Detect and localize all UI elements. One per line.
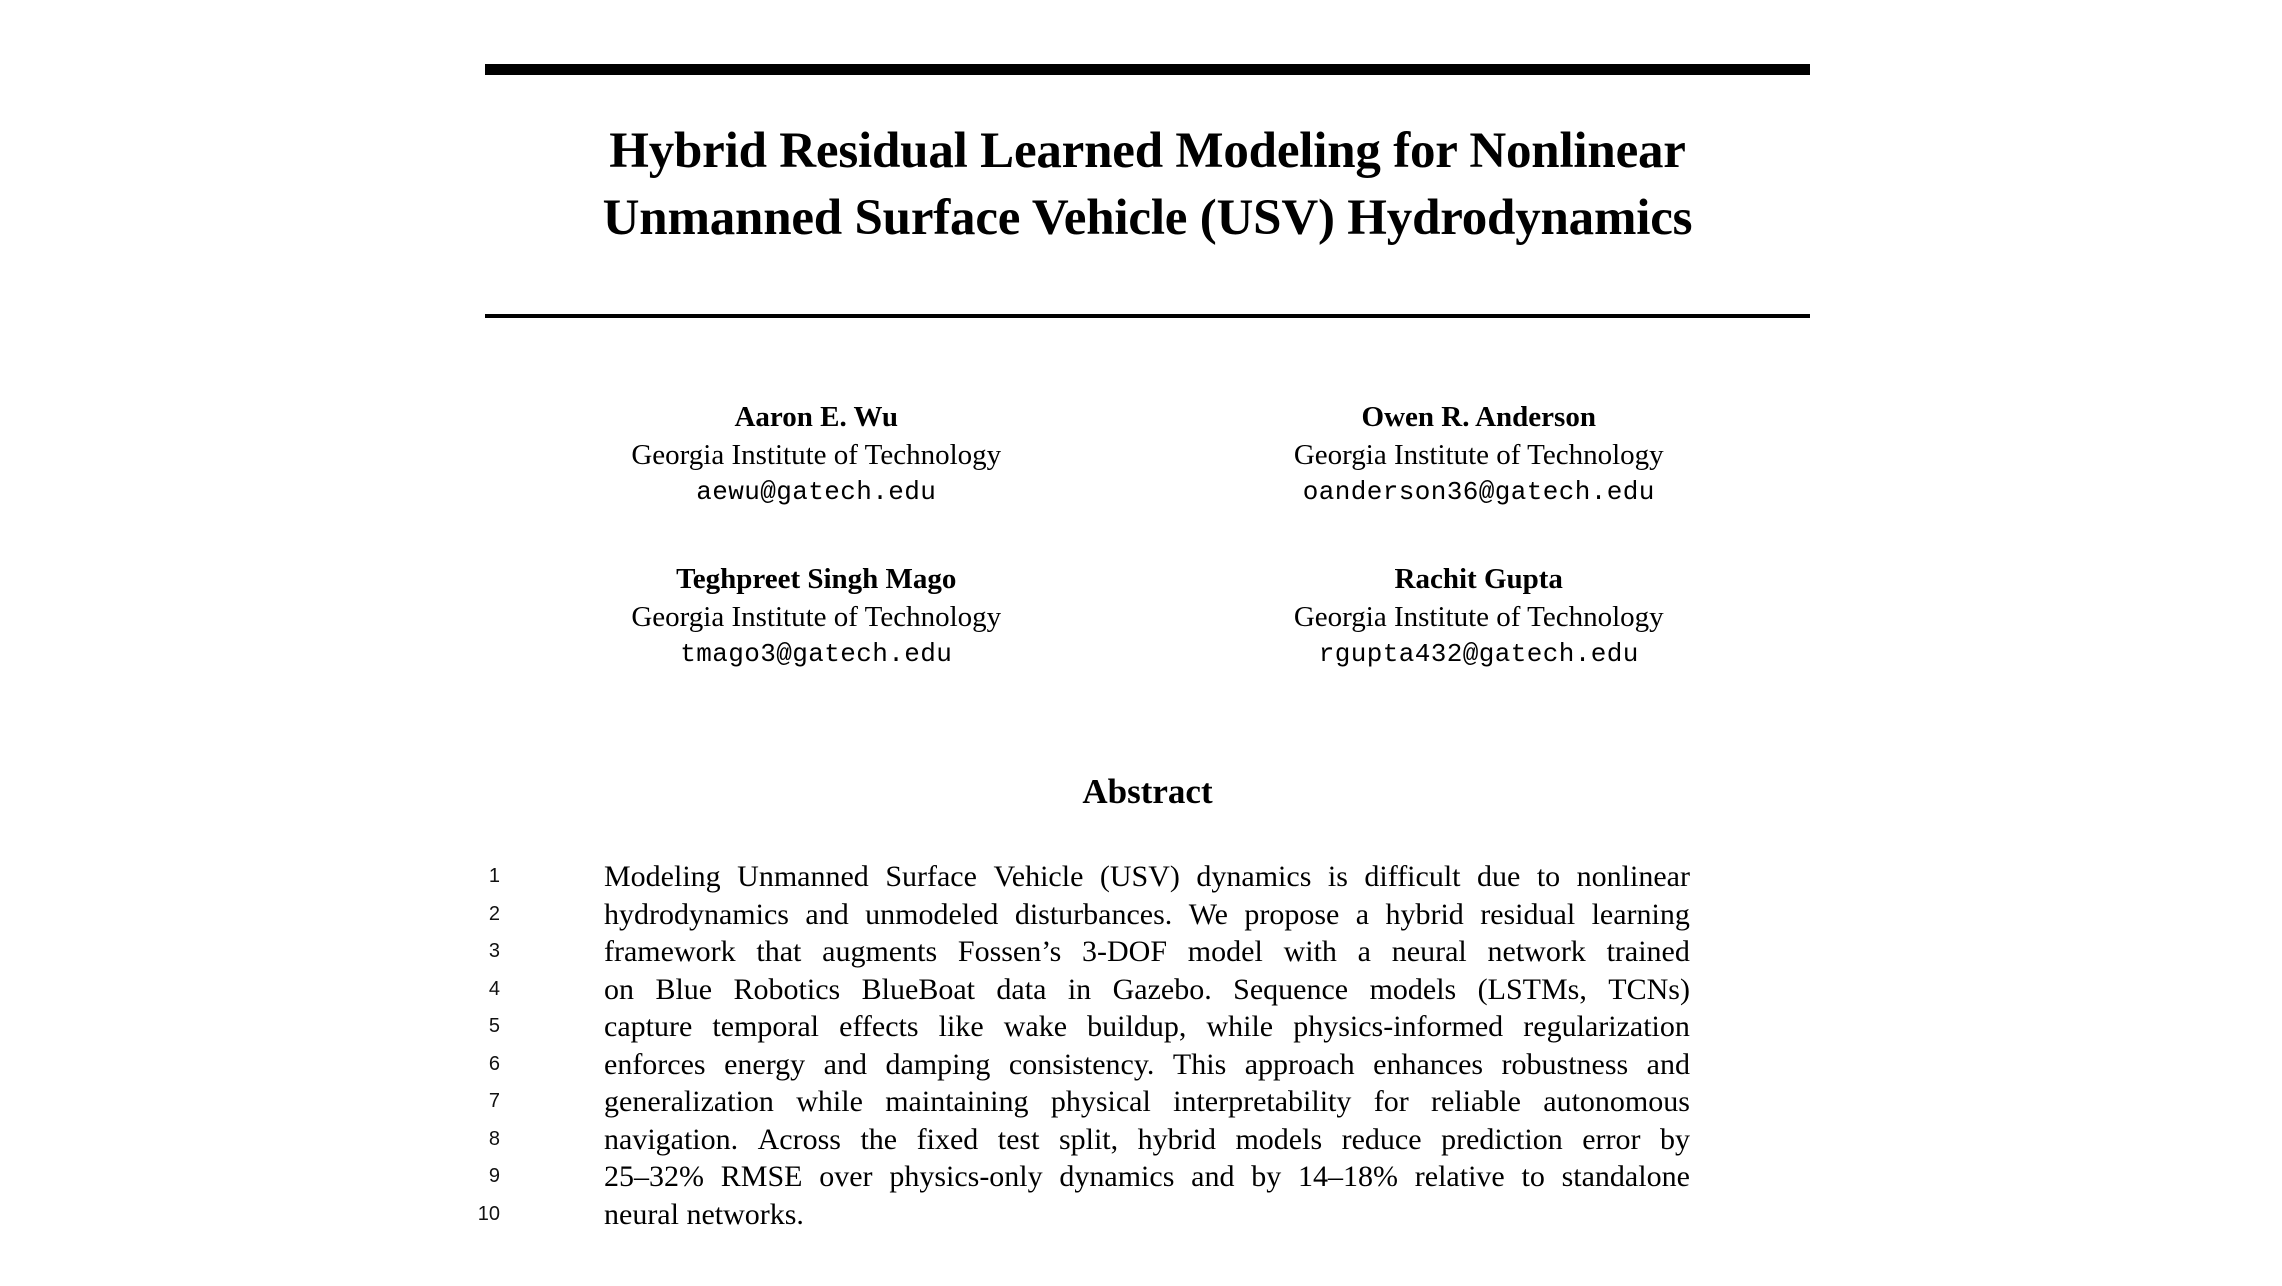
title-underline-rule: [485, 314, 1810, 318]
page-title: [485, 118, 1810, 252]
abstract-line-number: 9: [488, 1165, 500, 1187]
abstract-line-number: 5: [488, 1015, 500, 1037]
author-affiliation: Georgia Institute of Technology: [631, 601, 1002, 633]
abstract-line: [488, 858, 1690, 896]
author-name: Aaron E. Wu: [734, 401, 899, 433]
abstract-line-number: 7: [488, 1090, 500, 1112]
author-entry-4: [1148, 560, 1811, 672]
author-block: [485, 398, 1810, 672]
abstract-line-text: framework that augments Fossen’s 3-DOF model with a neural network trained: [604, 935, 1690, 968]
title-line-1: Hybrid Residual Learned Modeling for Nonlinear: [609, 123, 1686, 179]
abstract-line-number: 8: [488, 1127, 500, 1150]
author-email[interactable]: rgupta432@gatech.edu: [1318, 639, 1639, 669]
abstract-line-number: 2: [488, 902, 500, 925]
abstract-line-text: enforces energy and damping consistency. This approach enhances robustness and: [604, 1047, 1690, 1081]
author-affiliation: Georgia Institute of Technology: [631, 439, 1002, 471]
author-email[interactable]: tmago3@gatech.edu: [680, 639, 953, 669]
abstract-line: [488, 971, 1690, 1009]
author-email[interactable]: oanderson36@gatech.edu: [1302, 477, 1655, 507]
author-email[interactable]: aewu@gatech.edu: [696, 477, 937, 507]
author-row: [485, 560, 1810, 672]
abstract-line-text: neural networks.: [604, 1197, 804, 1231]
abstract-line: [477, 1196, 1690, 1234]
author-row: [485, 398, 1810, 510]
abstract-line-text: navigation. Across the fixed test split, hybrid models reduce prediction error by: [604, 1122, 1690, 1156]
author-entry-3: [485, 560, 1148, 672]
author-entry-2: [1148, 398, 1811, 510]
abstract-line: [488, 896, 1690, 934]
abstract-line: [488, 1121, 1690, 1159]
abstract-body: [477, 858, 1690, 1233]
abstract-line-text: on Blue Robotics BlueBoat data in Gazebo. Sequence models (LSTMs, TCNs): [604, 972, 1690, 1006]
abstract-line-text: capture temporal effects like wake buildup, while physics-informed regularization: [604, 1010, 1690, 1043]
abstract-line-number: 1: [488, 865, 500, 887]
author-name: Owen R. Anderson: [1361, 401, 1596, 433]
author-name: Teghpreet Singh Mago: [676, 563, 957, 595]
abstract-line: [488, 1158, 1690, 1196]
title-line-2: Unmanned Surface Vehicle (USV) Hydrodynamics: [602, 190, 1693, 246]
abstract-line-number: 4: [488, 977, 500, 1000]
top-thick-rule: [485, 64, 1810, 75]
author-entry-1: [485, 398, 1148, 510]
abstract-line-number: 3: [488, 940, 500, 962]
abstract-line: [488, 1083, 1690, 1121]
author-name: Rachit Gupta: [1394, 563, 1563, 595]
abstract-line-number: 6: [488, 1052, 500, 1075]
abstract-line: [488, 1008, 1690, 1046]
author-affiliation: Georgia Institute of Technology: [1293, 439, 1664, 471]
abstract-line-text: generalization while maintaining physical interpretability for reliable autonomous: [604, 1085, 1690, 1118]
author-affiliation: Georgia Institute of Technology: [1293, 601, 1664, 633]
abstract-line: [488, 933, 1690, 971]
abstract-line-text: hydrodynamics and unmodeled disturbances. We propose a hybrid residual learning: [604, 897, 1690, 931]
abstract-heading: Abstract: [1082, 772, 1213, 811]
abstract-line-text: Modeling Unmanned Surface Vehicle (USV) dynamics is difficult due to nonlinear: [604, 860, 1690, 893]
abstract-line-number: 10: [477, 1202, 500, 1225]
abstract-line-text: 25–32% RMSE over physics-only dynamics and by 14–18% relative to standalone: [604, 1160, 1690, 1193]
abstract-line: [488, 1046, 1690, 1084]
